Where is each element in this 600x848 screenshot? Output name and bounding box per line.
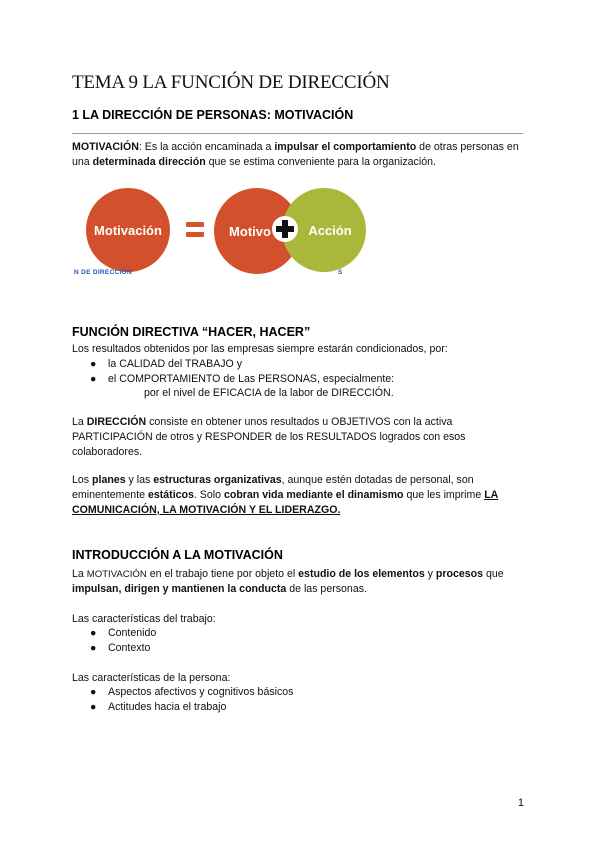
text: de otras personas en una	[72, 141, 519, 168]
funcion-directiva-intro: Los resultados obtenidos por las empresas siempre estarán condicionados, por:	[72, 343, 448, 355]
horizontal-rule	[72, 133, 523, 134]
figure-caption-right: S	[338, 269, 343, 276]
bold-text: DIRECCIÓN	[86, 416, 147, 428]
planes-paragraph	[72, 473, 528, 518]
list-item	[72, 685, 528, 700]
list-item	[72, 372, 528, 387]
text: y	[424, 568, 436, 580]
motivacion-label: Motivación	[94, 222, 162, 238]
text: que	[483, 568, 504, 580]
text: que les imprime	[403, 489, 485, 501]
bold-text: determinada dirección	[92, 156, 206, 168]
text: y las	[125, 474, 154, 486]
persona-bullet-list	[72, 685, 528, 714]
list-item	[72, 700, 528, 715]
bold-text: cobran vida mediante el dinamismo	[223, 489, 404, 501]
eficacia-subitem: por el nivel de EFICACIA de la labor de DIRECCIÓN.	[144, 387, 394, 399]
trabajo-bullet-list	[72, 626, 528, 655]
bold-text: impulsar el comportamiento	[274, 141, 417, 153]
plus-icon	[272, 216, 298, 242]
list-item-text: la CALIDAD del TRABAJO y	[108, 358, 243, 370]
list-item	[72, 626, 528, 641]
bullet-icon: ●	[90, 700, 97, 713]
small-caps-text: MOTIVACIÓN	[86, 569, 147, 580]
bold-text: planes	[92, 474, 126, 486]
underlined-bold-text: LA COMUNICACIÓN, LA MOTIVACIÓN Y EL LIDERAZGO.	[72, 489, 499, 516]
bullet-icon: ●	[90, 372, 97, 385]
equals-sign-top	[186, 222, 204, 227]
equals-sign-bottom	[186, 232, 204, 237]
section-heading-introduccion-motivacion: INTRODUCCIÓN A LA MOTIVACIÓN	[72, 548, 283, 562]
text: de las personas.	[286, 583, 367, 595]
text: que se estima conveniente para la organización.	[205, 156, 436, 168]
direccion-paragraph	[72, 415, 528, 460]
bullet-icon: ●	[90, 641, 97, 654]
page-number: 1	[517, 797, 524, 809]
list-item-text: Actitudes hacia el trabajo	[108, 700, 227, 713]
page-title: TEMA 9 LA FUNCIÓN DE DIRECCIÓN	[72, 72, 390, 93]
resultados-bullet-list	[72, 357, 528, 386]
persona-caracteristicas-label: Las características de la persona:	[72, 672, 231, 684]
text: La	[72, 416, 87, 428]
text: en el trabajo tiene por objeto el	[146, 568, 299, 580]
text: Los	[72, 474, 93, 486]
list-item	[72, 641, 528, 656]
trabajo-caracteristicas-label: Las características del trabajo:	[72, 613, 216, 625]
text: : Es la acción encaminada a	[138, 141, 275, 153]
section-heading-funcion-directiva: FUNCIÓN DIRECTIVA “HACER, HACER”	[72, 325, 311, 339]
bullet-icon: ●	[90, 686, 97, 698]
section-heading-direccion-personas: 1 LA DIRECCIÓN DE PERSONAS: MOTIVACIÓN	[72, 108, 354, 122]
text: , aunque estén dotadas de personal, son eminentemente	[72, 474, 474, 501]
bold-text: impulsan, dirigen y mantienen la conducta	[72, 583, 287, 595]
motivacion-definition	[72, 140, 528, 170]
introduccion-paragraph	[72, 567, 528, 597]
bold-text: estáticos	[147, 489, 194, 501]
list-item-text: el COMPORTAMIENTO de Las PERSONAS, especialmente:	[108, 372, 395, 385]
accion-label: Acción	[308, 222, 352, 238]
bullet-icon: ●	[90, 627, 97, 639]
definition-term: MOTIVACIÓN	[72, 141, 139, 153]
motivacion-circle	[86, 188, 170, 272]
bold-text: procesos	[435, 568, 484, 580]
bold-text: estudio de los elementos	[298, 568, 425, 580]
list-item-text: Contexto	[108, 641, 151, 654]
list-item	[72, 357, 528, 372]
motivo-label: Motivo	[229, 223, 271, 239]
bold-text: estructuras organizativas	[153, 474, 282, 486]
bullet-icon: ●	[90, 358, 97, 370]
list-item-text: Contenido	[108, 627, 157, 639]
text: La	[72, 568, 87, 580]
list-item-text: Aspectos afectivos y cognitivos básicos	[108, 686, 294, 698]
text: . Solo	[193, 489, 224, 501]
figure-caption-left: N DE DIRECCIÓN	[74, 269, 133, 276]
text: consiste en obtener unos resultados u OBJETIVOS con la activa PARTICIPACIÓN de otros y RESPONDER de los RESULTADOS logrados con esos colaboradores.	[72, 416, 466, 458]
motivation-equation-figure	[72, 184, 366, 279]
